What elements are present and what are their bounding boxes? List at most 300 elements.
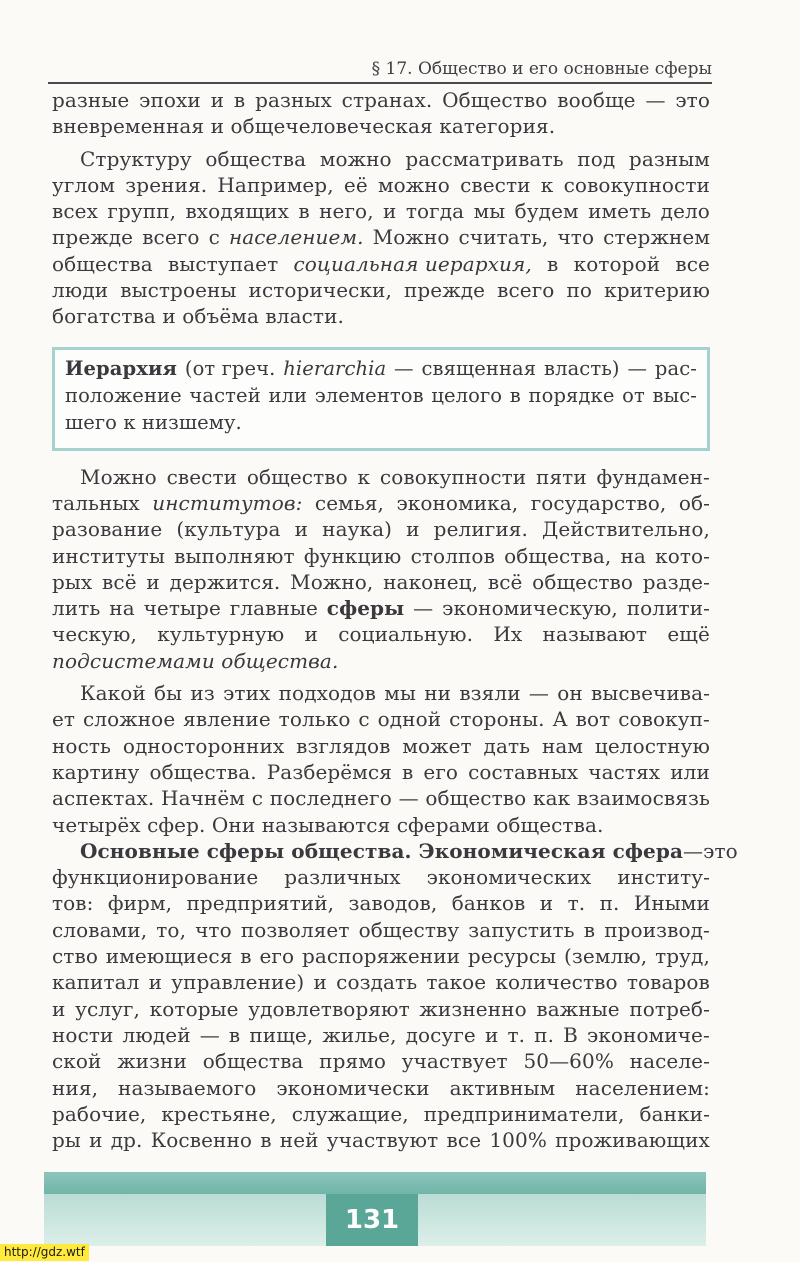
word: жизни — [117, 1049, 187, 1074]
text-line: четырёх сфер. Они называются сферами общества. — [52, 812, 604, 837]
word: критерию — [604, 278, 710, 303]
word: тов: — [52, 891, 94, 916]
word: ресурсы — [467, 944, 557, 969]
word: . — [357, 225, 364, 250]
word: явление — [183, 707, 271, 732]
word: её — [343, 172, 368, 197]
word: выступает — [167, 251, 279, 276]
word: может — [402, 733, 472, 758]
word: кото- — [655, 543, 710, 568]
word: важные — [536, 996, 620, 1021]
word: ности — [52, 1022, 114, 1047]
word: положение — [65, 383, 182, 407]
word: словами, — [52, 917, 148, 942]
word: пяти — [536, 464, 587, 489]
word: это — [703, 838, 738, 863]
italic-term: социальная иерархия, — [293, 251, 532, 276]
word: Можно — [80, 464, 157, 489]
word: взяли — [459, 681, 521, 706]
word: или — [670, 759, 710, 784]
word: крестьяне, — [161, 1101, 277, 1126]
word: с — [208, 225, 220, 250]
word: в — [240, 944, 252, 969]
page-number: 131 — [326, 1194, 418, 1246]
word: предприниматели, — [423, 1101, 625, 1126]
word: фирм, — [107, 891, 173, 916]
text-line — [52, 891, 710, 917]
word: семья, — [314, 490, 384, 515]
word: стороны. — [449, 707, 545, 732]
word: — — [683, 838, 704, 863]
word: в — [260, 1128, 272, 1153]
word: выполняют — [174, 543, 295, 568]
word: в — [233, 88, 246, 112]
word: рабочие, — [52, 1101, 147, 1126]
text-line — [52, 544, 710, 570]
word: разных — [255, 88, 332, 112]
word: общества. — [149, 759, 257, 784]
word: — — [528, 681, 549, 706]
word: которые — [149, 996, 239, 1021]
text-line — [52, 1049, 710, 1075]
word: государство, — [530, 490, 667, 515]
word: высвечива- — [591, 681, 710, 706]
word: общества — [205, 146, 307, 171]
word: мы — [473, 199, 506, 224]
word: Можно — [372, 225, 450, 250]
text-line — [52, 517, 710, 543]
word: можно — [377, 172, 450, 197]
word: ры — [52, 1128, 81, 1153]
word: социальную. — [338, 622, 474, 647]
word: удовлетворяют — [248, 996, 410, 1021]
word: в — [228, 1022, 241, 1047]
word: из — [190, 681, 215, 706]
word: священная — [421, 356, 537, 380]
footer-band — [44, 1172, 706, 1194]
word: и — [406, 517, 420, 542]
text-line — [52, 1076, 710, 1102]
word: имеющиеся — [105, 944, 233, 969]
word: и — [539, 891, 554, 916]
word: п. — [534, 1022, 555, 1047]
word: исторически, — [248, 278, 392, 303]
word: людей — [122, 1022, 191, 1047]
word: т. — [507, 1022, 526, 1047]
word: к — [357, 464, 371, 489]
word: экономических — [426, 865, 592, 890]
word: Например, — [217, 172, 334, 197]
text-line — [52, 649, 710, 675]
text-line — [52, 278, 710, 304]
word: функцию — [303, 543, 402, 568]
word: групп, — [107, 199, 177, 224]
word: входящих — [185, 199, 289, 224]
word: в — [401, 759, 414, 784]
word: пище, — [249, 1022, 314, 1047]
word: ней — [279, 1128, 319, 1153]
text-line — [52, 622, 710, 648]
text-line — [65, 384, 697, 411]
word: с — [358, 707, 370, 732]
word: — — [627, 356, 648, 380]
word: Начнём — [161, 786, 245, 811]
word: лить — [52, 596, 101, 621]
word: вот — [575, 707, 611, 732]
italic-term: населением. — [228, 225, 364, 250]
word: жилье, — [322, 1022, 397, 1047]
word: или — [268, 383, 308, 407]
word: тогда — [405, 199, 465, 224]
word: дело — [660, 199, 710, 224]
word: последнего — [269, 786, 392, 811]
word: разные — [52, 88, 130, 112]
word: что — [557, 225, 595, 250]
word: Можно, — [290, 569, 374, 594]
word: всего — [497, 278, 555, 303]
word: Косвенно — [150, 1128, 253, 1153]
text-line — [52, 865, 710, 891]
word: прежде — [403, 278, 486, 303]
word: управление) — [171, 970, 305, 995]
word: потреб- — [629, 996, 710, 1021]
text-line — [52, 734, 710, 760]
word: все — [446, 1128, 482, 1153]
word: функционирование — [52, 865, 259, 890]
word: и — [148, 970, 163, 995]
text-line — [52, 88, 710, 114]
text-line — [52, 760, 710, 786]
text-line — [52, 199, 710, 225]
text-line — [52, 225, 710, 251]
word: экономически — [276, 1075, 430, 1100]
word: разным — [628, 146, 710, 171]
bold-term: сферы — [326, 596, 405, 621]
word: с — [251, 786, 263, 811]
text-line — [52, 918, 710, 944]
word: подходов — [278, 681, 377, 706]
word: разование — [52, 517, 163, 542]
word: целого — [431, 383, 503, 407]
word: служащие, — [291, 1101, 409, 1126]
text-line — [52, 1023, 710, 1049]
word: — — [394, 356, 414, 380]
word: как — [533, 786, 571, 811]
word: его — [423, 759, 459, 784]
word: что — [195, 917, 232, 942]
word: всех — [52, 199, 98, 224]
text-line — [52, 707, 710, 733]
word: которой — [573, 251, 661, 276]
text-line — [52, 1102, 710, 1128]
word: институты — [52, 543, 165, 568]
definition-term: Иерархия — [65, 356, 178, 380]
word: от — [622, 383, 645, 407]
text-line — [52, 786, 710, 812]
word: совокуп- — [618, 707, 710, 732]
word: п. — [599, 891, 620, 916]
text-line — [52, 570, 710, 596]
text-line — [52, 1128, 710, 1154]
text-line — [52, 970, 710, 996]
word: его — [259, 944, 295, 969]
word: участвуют — [326, 1128, 439, 1153]
word: Структуру — [80, 146, 192, 171]
word: односторонних — [122, 733, 285, 758]
word: жизненно — [419, 996, 527, 1021]
word: свести — [166, 464, 238, 489]
word: — — [645, 88, 666, 112]
word: 100% — [489, 1128, 547, 1153]
text-line — [52, 465, 710, 491]
word: Общество — [442, 88, 548, 112]
text-line — [52, 997, 710, 1023]
word: общества — [202, 1049, 304, 1074]
word: участвует — [401, 1049, 508, 1074]
word: — — [413, 596, 434, 621]
word: дать — [483, 733, 531, 758]
word: рассматривать — [405, 146, 564, 171]
word: частей — [189, 383, 261, 407]
word: главные — [229, 596, 318, 621]
text-line — [52, 173, 710, 199]
word: населе- — [629, 1049, 710, 1074]
word: элементов — [314, 383, 424, 407]
word: обществу — [358, 917, 460, 942]
word: и — [484, 1022, 499, 1047]
word: в — [547, 251, 559, 276]
word: предприятий, — [186, 891, 335, 916]
word: А — [552, 707, 568, 732]
word: труд, — [655, 944, 710, 969]
word: него, — [319, 199, 374, 224]
word: населением: — [575, 1075, 710, 1100]
word: всё — [102, 569, 137, 594]
word: сложное — [83, 707, 176, 732]
text-line — [52, 944, 710, 970]
definition-box — [52, 347, 710, 451]
word: банков — [451, 891, 526, 916]
word: выстроены — [120, 278, 237, 303]
word: (культура — [176, 517, 281, 542]
word: разде- — [642, 569, 710, 594]
word: вообще — [557, 88, 636, 112]
word: и — [313, 970, 327, 995]
text-line — [52, 147, 710, 173]
text-line: Иерархия (от греч. hierarchia — священная власть) — рас- — [65, 356, 697, 380]
word: ской — [52, 1049, 102, 1074]
word: (землю, — [563, 944, 648, 969]
word: порядке — [528, 383, 615, 407]
word: общества — [52, 251, 153, 276]
word: будем — [514, 199, 579, 224]
text-line: богатства и объёма власти. — [52, 304, 344, 329]
word: ещё — [667, 622, 710, 647]
word: : — [295, 490, 303, 515]
word: Действительно, — [542, 517, 710, 542]
text-line — [52, 838, 738, 865]
word: 50—60% — [523, 1049, 614, 1074]
word: экономиче- — [587, 1022, 710, 1047]
italic-term: hierarchia — [283, 356, 387, 380]
word: все — [675, 251, 710, 276]
word: целостную — [594, 733, 710, 758]
word: Какой — [80, 681, 146, 706]
word: создать — [336, 970, 418, 995]
word: и — [304, 622, 318, 647]
word: на — [620, 543, 646, 568]
word: этих — [223, 681, 271, 706]
word: нам — [541, 733, 584, 758]
word: Иными — [633, 891, 710, 916]
word: товаров — [626, 970, 710, 995]
word: общество — [532, 569, 634, 594]
word: заводов, — [348, 891, 438, 916]
word: и — [210, 88, 225, 112]
text-line: тальных институтов: семья, экономика, государство, об- — [52, 490, 710, 515]
word: т. — [567, 891, 586, 916]
word: проживающих — [555, 1128, 710, 1153]
word: он — [557, 681, 583, 706]
word: в — [509, 383, 521, 407]
word: ния, — [52, 1075, 99, 1100]
word: др. — [110, 1128, 143, 1153]
word: выс- — [652, 383, 697, 407]
word: можно — [319, 146, 392, 171]
word: Разберёмся — [266, 759, 392, 784]
word: запустить — [468, 917, 575, 942]
word: Их — [493, 622, 523, 647]
word: называют — [542, 622, 648, 647]
word: только — [278, 707, 351, 732]
word: составных — [468, 759, 579, 784]
word: рых — [52, 569, 93, 594]
word: свести — [460, 172, 531, 197]
word: в — [298, 199, 310, 224]
word: совокупности — [563, 172, 710, 197]
word: и — [383, 199, 397, 224]
word: совокупности — [379, 464, 527, 489]
word: столпов — [410, 543, 495, 568]
header-title: § 17. Общество и его основные сферы — [371, 59, 712, 79]
word: услуг, — [75, 996, 140, 1021]
word: люди — [52, 278, 109, 303]
word: позволяет — [240, 917, 350, 942]
word: и — [146, 569, 160, 594]
word: всего — [142, 225, 200, 250]
word: одной — [377, 707, 442, 732]
word: картину — [52, 759, 140, 784]
word: — — [199, 1022, 220, 1047]
word: экономика, — [396, 490, 519, 515]
word: культурную — [157, 622, 285, 647]
word: общество — [246, 464, 348, 489]
word: банки- — [639, 1101, 710, 1126]
word: считать, — [458, 225, 549, 250]
word: наука) — [322, 517, 393, 542]
word: количество — [495, 970, 618, 995]
word: взаимосвязь — [576, 786, 710, 811]
word: и — [294, 517, 309, 542]
word: распоряжении — [301, 944, 461, 969]
word: экономическую, — [442, 596, 618, 621]
word: мы — [384, 681, 416, 706]
word: на — [109, 596, 135, 621]
text-line: вневременная и общечеловеческая категория. — [52, 114, 556, 139]
word: и — [52, 996, 66, 1021]
word: углом — [52, 172, 116, 197]
word: капитал — [52, 970, 140, 995]
word: — — [398, 786, 419, 811]
word: взглядов — [296, 733, 391, 758]
word: полити- — [626, 596, 710, 621]
bold-heading: Основные сферы общества. Экономическая сфера — [80, 838, 684, 863]
word: рас- — [654, 356, 697, 380]
italic-term: подсистемами общества. — [52, 648, 339, 673]
word: и — [89, 1128, 103, 1153]
word: аспектах. — [52, 786, 155, 811]
word: это — [675, 88, 710, 112]
word: эпохи — [139, 88, 201, 112]
word: всё — [487, 569, 523, 594]
word: частях — [588, 759, 661, 784]
word: под — [577, 146, 616, 171]
word: в — [583, 917, 596, 942]
word: институ- — [617, 865, 710, 890]
word: иметь — [588, 199, 652, 224]
word: ство — [52, 944, 98, 969]
word: ет — [52, 707, 76, 732]
word: ни — [424, 681, 452, 706]
word: держится. — [169, 569, 281, 594]
text-line — [52, 596, 710, 622]
text-line — [52, 681, 710, 707]
word: четыре — [143, 596, 221, 621]
word: наконец, — [383, 569, 479, 594]
text-line: шего к низшему. — [65, 410, 242, 434]
word: об- — [678, 490, 710, 515]
word: стержнем — [603, 225, 710, 250]
word: , — [525, 251, 532, 276]
word: общества, — [504, 543, 612, 568]
word: ность — [52, 733, 112, 758]
word: общество — [425, 786, 527, 811]
word: религия. — [433, 517, 528, 542]
word: В — [563, 1022, 578, 1047]
word: различных — [284, 865, 401, 890]
word: производ- — [604, 917, 710, 942]
word: то, — [156, 917, 187, 942]
page-body — [52, 88, 738, 1154]
word: зрения. — [125, 172, 208, 197]
word: такое — [426, 970, 487, 995]
word: прежде — [52, 225, 134, 250]
word: активным — [449, 1075, 556, 1100]
word: странах. — [341, 88, 433, 112]
word: называемого — [118, 1075, 257, 1100]
word: досуге — [405, 1022, 476, 1047]
word: фундамен- — [596, 464, 710, 489]
italic-term: институтов: — [152, 490, 303, 515]
word: власть) — [544, 356, 620, 380]
word: по — [566, 278, 593, 303]
word: бы — [154, 681, 183, 706]
watermark-link[interactable]: http://gdz.wtf — [0, 1244, 89, 1261]
word: к — [540, 172, 554, 197]
text-line — [52, 252, 710, 278]
word: прямо — [319, 1049, 387, 1074]
word: ческую, — [52, 622, 137, 647]
